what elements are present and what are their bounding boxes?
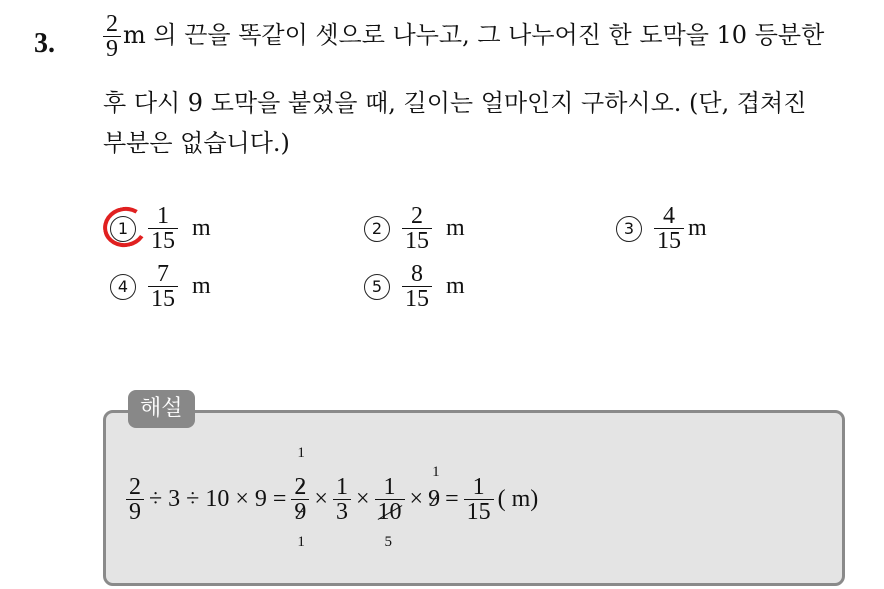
question-line-2: 후 다시 9 도막을 붙였을 때, 길이는 얼마인지 구하시오. (단, 겹쳐진 xyxy=(103,89,807,117)
choice-fraction: $\frac{8}{15}$ xyxy=(402,262,432,311)
question-line-3: 부분은 없습니다.) xyxy=(103,129,290,157)
choice-marker: 5 xyxy=(364,274,390,300)
solution-result-fraction: $\frac{1}{15}$ xyxy=(464,475,494,524)
solution-operators: ÷ 3 ÷ 10 × 9 = xyxy=(149,485,287,512)
solution-label: 해설 xyxy=(128,390,195,428)
choice-marker: 1 xyxy=(110,216,136,242)
solution-cancelled-nine: 1 9 xyxy=(428,463,441,512)
choice-marker: 2 xyxy=(364,216,390,242)
choice-5[interactable]: 5 $\frac{8}{15}$ m xyxy=(364,262,465,311)
solution-fraction-2: 1 2 9 1 xyxy=(291,475,309,524)
question-line-1: $\frac{2}{9}$ m 의 끈을 똑같이 셋으로 나누고, 그 나누어진 한 도막을 10 등분한 xyxy=(103,12,824,61)
choice-fraction: $\frac{7}{15}$ xyxy=(148,262,178,311)
solution-equation: $\frac{2}{9}$ ÷ 3 ÷ 10 × 9 = 1 2 9 1 × $\frac{1}{3}$ × 1 10 5 × 1 9 = $\frac{1}{15}$ ( m) xyxy=(126,468,538,530)
solution-unit: ( m) xyxy=(497,485,539,512)
choice-4[interactable]: 4 $\frac{7}{15}$ m xyxy=(110,262,211,311)
solution-fraction-4: 1 10 5 xyxy=(375,475,405,524)
choice-3[interactable]: 3 $\frac{4}{15}$ m xyxy=(616,204,707,253)
choice-fraction: $\frac{1}{15}$ xyxy=(148,204,178,253)
choice-marker: 3 xyxy=(616,216,642,242)
choice-1[interactable]: 1 $\frac{1}{15}$ m xyxy=(110,204,211,253)
question-fraction: $\frac{2}{9}$ xyxy=(103,12,121,61)
solution-fraction-1: $\frac{2}{9}$ xyxy=(126,475,144,524)
question-number: 3. xyxy=(34,28,55,59)
solution-fraction-3: $\frac{1}{3}$ xyxy=(333,475,351,524)
choice-fraction: $\frac{4}{15}$ xyxy=(654,204,684,253)
choice-marker: 4 xyxy=(110,274,136,300)
choice-fraction: $\frac{2}{15}$ xyxy=(402,204,432,253)
choice-2[interactable]: 2 $\frac{2}{15}$ m xyxy=(364,204,465,253)
